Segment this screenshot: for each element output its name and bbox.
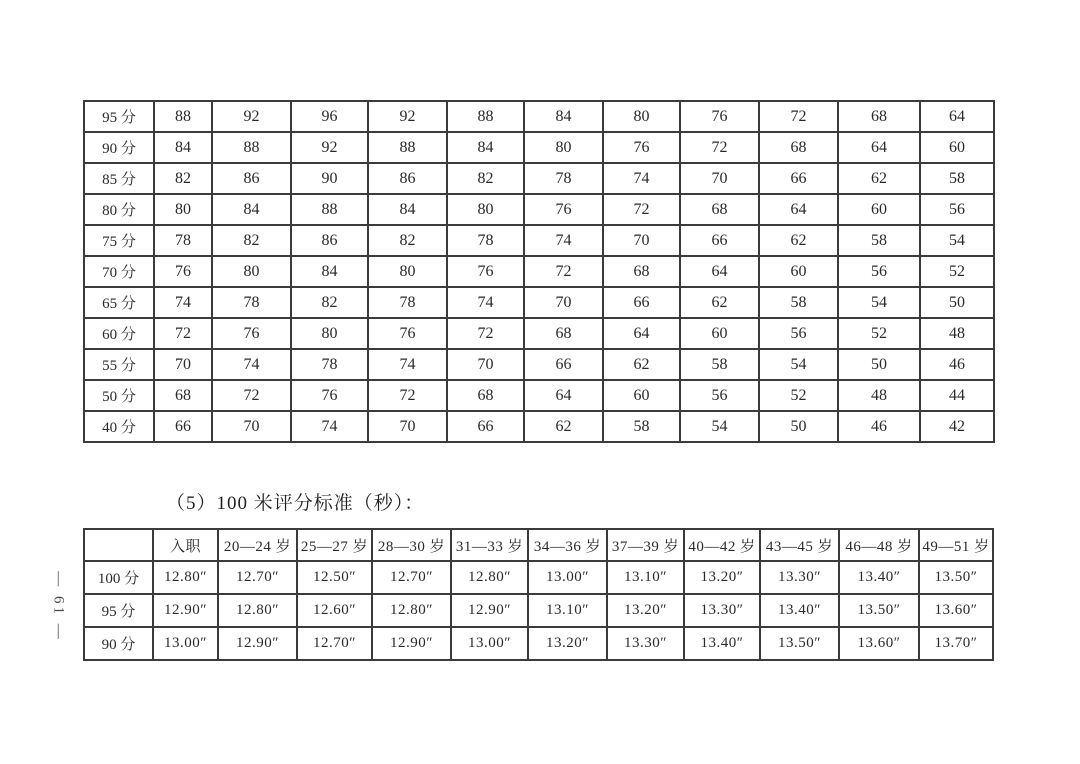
table-row bbox=[84, 132, 994, 163]
score-cell: 84 bbox=[154, 132, 212, 163]
score-cell: 76 bbox=[524, 194, 603, 225]
table-row bbox=[84, 225, 994, 256]
row-label-cell: 70 分 bbox=[84, 256, 154, 287]
score-cell: 82 bbox=[212, 225, 291, 256]
score-cell: 60 bbox=[920, 132, 994, 163]
score-cell: 74 bbox=[291, 411, 368, 442]
score-cell: 54 bbox=[838, 287, 920, 318]
page-number: — 61 — bbox=[50, 571, 67, 642]
score-cell: 50 bbox=[920, 287, 994, 318]
score-cell: 64 bbox=[759, 194, 838, 225]
row-label-cell: 100 分 bbox=[84, 561, 153, 594]
score-cell: 78 bbox=[291, 349, 368, 380]
age-group-header-cell: 43—45 岁 bbox=[760, 529, 839, 561]
score-continuation-table bbox=[83, 100, 995, 443]
score-cell: 60 bbox=[759, 256, 838, 287]
score-cell: 84 bbox=[524, 101, 603, 132]
table-row bbox=[84, 256, 994, 287]
row-label-cell: 85 分 bbox=[84, 163, 154, 194]
score-cell: 76 bbox=[291, 380, 368, 411]
score-cell: 70 bbox=[154, 349, 212, 380]
score-cell: 76 bbox=[212, 318, 291, 349]
time-cell: 12.80″ bbox=[451, 561, 528, 594]
score-cell: 88 bbox=[447, 101, 524, 132]
score-cell: 92 bbox=[368, 101, 447, 132]
time-cell: 13.70″ bbox=[919, 627, 993, 660]
score-cell: 58 bbox=[680, 349, 759, 380]
score-cell: 82 bbox=[154, 163, 212, 194]
score-cell: 80 bbox=[447, 194, 524, 225]
time-cell: 13.40″ bbox=[684, 627, 760, 660]
time-cell: 12.80″ bbox=[218, 594, 297, 627]
row-label-cell: 90 分 bbox=[84, 627, 153, 660]
score-cell: 42 bbox=[920, 411, 994, 442]
age-group-header-cell: 20—24 岁 bbox=[218, 529, 297, 561]
table-row bbox=[84, 194, 994, 225]
time-cell: 13.50″ bbox=[760, 627, 839, 660]
score-cell: 62 bbox=[680, 287, 759, 318]
time-cell: 12.50″ bbox=[297, 561, 372, 594]
score-cell: 60 bbox=[838, 194, 920, 225]
age-group-header-cell: 34—36 岁 bbox=[528, 529, 607, 561]
age-group-header-cell: 49—51 岁 bbox=[919, 529, 993, 561]
time-cell: 13.60″ bbox=[919, 594, 993, 627]
table-row bbox=[84, 318, 994, 349]
score-cell: 88 bbox=[154, 101, 212, 132]
score-cell: 84 bbox=[368, 194, 447, 225]
time-cell: 12.80″ bbox=[372, 594, 451, 627]
age-group-header-cell: 28—30 岁 bbox=[372, 529, 451, 561]
score-cell: 44 bbox=[920, 380, 994, 411]
score-cell: 86 bbox=[291, 225, 368, 256]
score-cell: 84 bbox=[291, 256, 368, 287]
score-cell: 80 bbox=[603, 101, 680, 132]
score-cell: 50 bbox=[759, 411, 838, 442]
score-cell: 72 bbox=[680, 132, 759, 163]
score-cell: 92 bbox=[291, 132, 368, 163]
score-cell: 80 bbox=[368, 256, 447, 287]
score-cell: 48 bbox=[920, 318, 994, 349]
score-cell: 64 bbox=[838, 132, 920, 163]
score-cell: 84 bbox=[212, 194, 291, 225]
score-cell: 64 bbox=[680, 256, 759, 287]
table-row bbox=[84, 163, 994, 194]
score-cell: 78 bbox=[368, 287, 447, 318]
score-cell: 76 bbox=[603, 132, 680, 163]
score-cell: 46 bbox=[838, 411, 920, 442]
score-cell: 68 bbox=[524, 318, 603, 349]
score-cell: 54 bbox=[759, 349, 838, 380]
time-cell: 12.80″ bbox=[153, 561, 218, 594]
score-cell: 66 bbox=[759, 163, 838, 194]
score-cell: 46 bbox=[920, 349, 994, 380]
score-cell: 64 bbox=[524, 380, 603, 411]
score-table-body bbox=[84, 101, 994, 442]
row-label-cell: 60 分 bbox=[84, 318, 154, 349]
time-cell: 13.50″ bbox=[919, 561, 993, 594]
score-cell: 80 bbox=[524, 132, 603, 163]
score-cell: 74 bbox=[368, 349, 447, 380]
time-cell: 13.40″ bbox=[760, 594, 839, 627]
score-cell: 56 bbox=[759, 318, 838, 349]
score-cell: 68 bbox=[603, 256, 680, 287]
time-cell: 12.60″ bbox=[297, 594, 372, 627]
score-cell: 58 bbox=[920, 163, 994, 194]
score-cell: 80 bbox=[212, 256, 291, 287]
time-cell: 13.20″ bbox=[528, 627, 607, 660]
score-cell: 62 bbox=[759, 225, 838, 256]
time-cell: 12.70″ bbox=[297, 627, 372, 660]
row-label-cell: 55 分 bbox=[84, 349, 154, 380]
score-cell: 74 bbox=[154, 287, 212, 318]
row-label-cell: 90 分 bbox=[84, 132, 154, 163]
row-label-cell: 95 分 bbox=[84, 594, 153, 627]
sprint-table-header bbox=[84, 529, 993, 561]
score-cell: 70 bbox=[603, 225, 680, 256]
score-cell: 62 bbox=[838, 163, 920, 194]
score-cell: 72 bbox=[603, 194, 680, 225]
score-cell: 62 bbox=[603, 349, 680, 380]
time-cell: 13.60″ bbox=[839, 627, 919, 660]
score-cell: 92 bbox=[212, 101, 291, 132]
score-cell: 76 bbox=[154, 256, 212, 287]
score-cell: 56 bbox=[680, 380, 759, 411]
score-cell: 68 bbox=[759, 132, 838, 163]
age-group-header-cell: 40—42 岁 bbox=[684, 529, 760, 561]
time-cell: 12.90″ bbox=[218, 627, 297, 660]
score-cell: 70 bbox=[447, 349, 524, 380]
time-cell: 12.70″ bbox=[218, 561, 297, 594]
table-row bbox=[84, 594, 993, 627]
score-cell: 54 bbox=[920, 225, 994, 256]
score-cell: 58 bbox=[759, 287, 838, 318]
score-cell: 72 bbox=[759, 101, 838, 132]
score-cell: 86 bbox=[212, 163, 291, 194]
time-cell: 12.70″ bbox=[372, 561, 451, 594]
score-cell: 78 bbox=[212, 287, 291, 318]
score-cell: 72 bbox=[447, 318, 524, 349]
score-cell: 88 bbox=[368, 132, 447, 163]
score-cell: 74 bbox=[524, 225, 603, 256]
score-cell: 76 bbox=[680, 101, 759, 132]
age-group-header-cell: 37—39 岁 bbox=[607, 529, 684, 561]
score-cell: 88 bbox=[212, 132, 291, 163]
score-cell: 88 bbox=[291, 194, 368, 225]
time-cell: 13.30″ bbox=[607, 627, 684, 660]
score-cell: 84 bbox=[447, 132, 524, 163]
score-cell: 52 bbox=[920, 256, 994, 287]
score-cell: 80 bbox=[291, 318, 368, 349]
time-cell: 13.50″ bbox=[839, 594, 919, 627]
age-group-header-cell: 25—27 岁 bbox=[297, 529, 372, 561]
score-cell: 74 bbox=[603, 163, 680, 194]
score-cell: 56 bbox=[920, 194, 994, 225]
score-cell: 66 bbox=[680, 225, 759, 256]
score-cell: 54 bbox=[680, 411, 759, 442]
time-cell: 13.10″ bbox=[528, 594, 607, 627]
time-cell: 12.90″ bbox=[372, 627, 451, 660]
score-cell: 72 bbox=[154, 318, 212, 349]
score-cell: 70 bbox=[680, 163, 759, 194]
score-cell: 58 bbox=[603, 411, 680, 442]
sprint-100m-standard-table bbox=[83, 528, 994, 661]
table-row bbox=[84, 349, 994, 380]
row-label-cell: 95 分 bbox=[84, 101, 154, 132]
row-label-cell: 40 分 bbox=[84, 411, 154, 442]
score-cell: 82 bbox=[368, 225, 447, 256]
time-cell: 13.10″ bbox=[607, 561, 684, 594]
sprint-table-body bbox=[84, 561, 993, 660]
table-row bbox=[84, 411, 994, 442]
score-cell: 66 bbox=[524, 349, 603, 380]
time-cell: 12.90″ bbox=[451, 594, 528, 627]
row-label-cell: 65 分 bbox=[84, 287, 154, 318]
time-cell: 13.20″ bbox=[684, 561, 760, 594]
score-cell: 86 bbox=[368, 163, 447, 194]
score-cell: 76 bbox=[368, 318, 447, 349]
score-cell: 82 bbox=[447, 163, 524, 194]
score-cell: 90 bbox=[291, 163, 368, 194]
score-cell: 58 bbox=[838, 225, 920, 256]
score-cell: 74 bbox=[212, 349, 291, 380]
table-caption: （5）100 米评分标准（秒）： bbox=[166, 493, 425, 514]
score-cell: 78 bbox=[524, 163, 603, 194]
table-row bbox=[84, 380, 994, 411]
score-cell: 68 bbox=[154, 380, 212, 411]
score-cell: 48 bbox=[838, 380, 920, 411]
row-label-cell: 80 分 bbox=[84, 194, 154, 225]
row-label-cell: 75 分 bbox=[84, 225, 154, 256]
table-row bbox=[84, 101, 994, 132]
score-cell: 72 bbox=[368, 380, 447, 411]
score-cell: 78 bbox=[447, 225, 524, 256]
table-row bbox=[84, 627, 993, 660]
score-cell: 68 bbox=[680, 194, 759, 225]
score-cell: 66 bbox=[603, 287, 680, 318]
table-row bbox=[84, 287, 994, 318]
score-cell: 52 bbox=[759, 380, 838, 411]
table-row bbox=[84, 561, 993, 594]
score-cell: 72 bbox=[212, 380, 291, 411]
score-cell: 60 bbox=[680, 318, 759, 349]
score-cell: 80 bbox=[154, 194, 212, 225]
score-cell: 50 bbox=[838, 349, 920, 380]
score-cell: 64 bbox=[603, 318, 680, 349]
score-cell: 64 bbox=[920, 101, 994, 132]
age-group-header-cell: 入职 bbox=[153, 529, 218, 561]
score-cell: 62 bbox=[524, 411, 603, 442]
score-cell: 68 bbox=[838, 101, 920, 132]
score-cell: 82 bbox=[291, 287, 368, 318]
score-cell: 66 bbox=[447, 411, 524, 442]
score-cell: 70 bbox=[212, 411, 291, 442]
age-group-header-cell: 31—33 岁 bbox=[451, 529, 528, 561]
score-cell: 70 bbox=[524, 287, 603, 318]
time-cell: 13.00″ bbox=[153, 627, 218, 660]
time-cell: 13.20″ bbox=[607, 594, 684, 627]
score-cell: 66 bbox=[154, 411, 212, 442]
age-group-header-cell: 46—48 岁 bbox=[839, 529, 919, 561]
score-cell: 60 bbox=[603, 380, 680, 411]
score-cell: 76 bbox=[447, 256, 524, 287]
score-cell: 52 bbox=[838, 318, 920, 349]
time-cell: 13.30″ bbox=[684, 594, 760, 627]
time-cell: 13.40″ bbox=[839, 561, 919, 594]
time-cell: 13.00″ bbox=[451, 627, 528, 660]
time-cell: 13.30″ bbox=[760, 561, 839, 594]
score-cell: 72 bbox=[524, 256, 603, 287]
score-cell: 70 bbox=[368, 411, 447, 442]
time-cell: 13.00″ bbox=[528, 561, 607, 594]
score-cell: 78 bbox=[154, 225, 212, 256]
score-cell: 68 bbox=[447, 380, 524, 411]
header-row bbox=[84, 529, 993, 561]
score-cell: 56 bbox=[838, 256, 920, 287]
corner-cell bbox=[84, 529, 153, 561]
row-label-cell: 50 分 bbox=[84, 380, 154, 411]
score-cell: 96 bbox=[291, 101, 368, 132]
time-cell: 12.90″ bbox=[153, 594, 218, 627]
score-cell: 74 bbox=[447, 287, 524, 318]
